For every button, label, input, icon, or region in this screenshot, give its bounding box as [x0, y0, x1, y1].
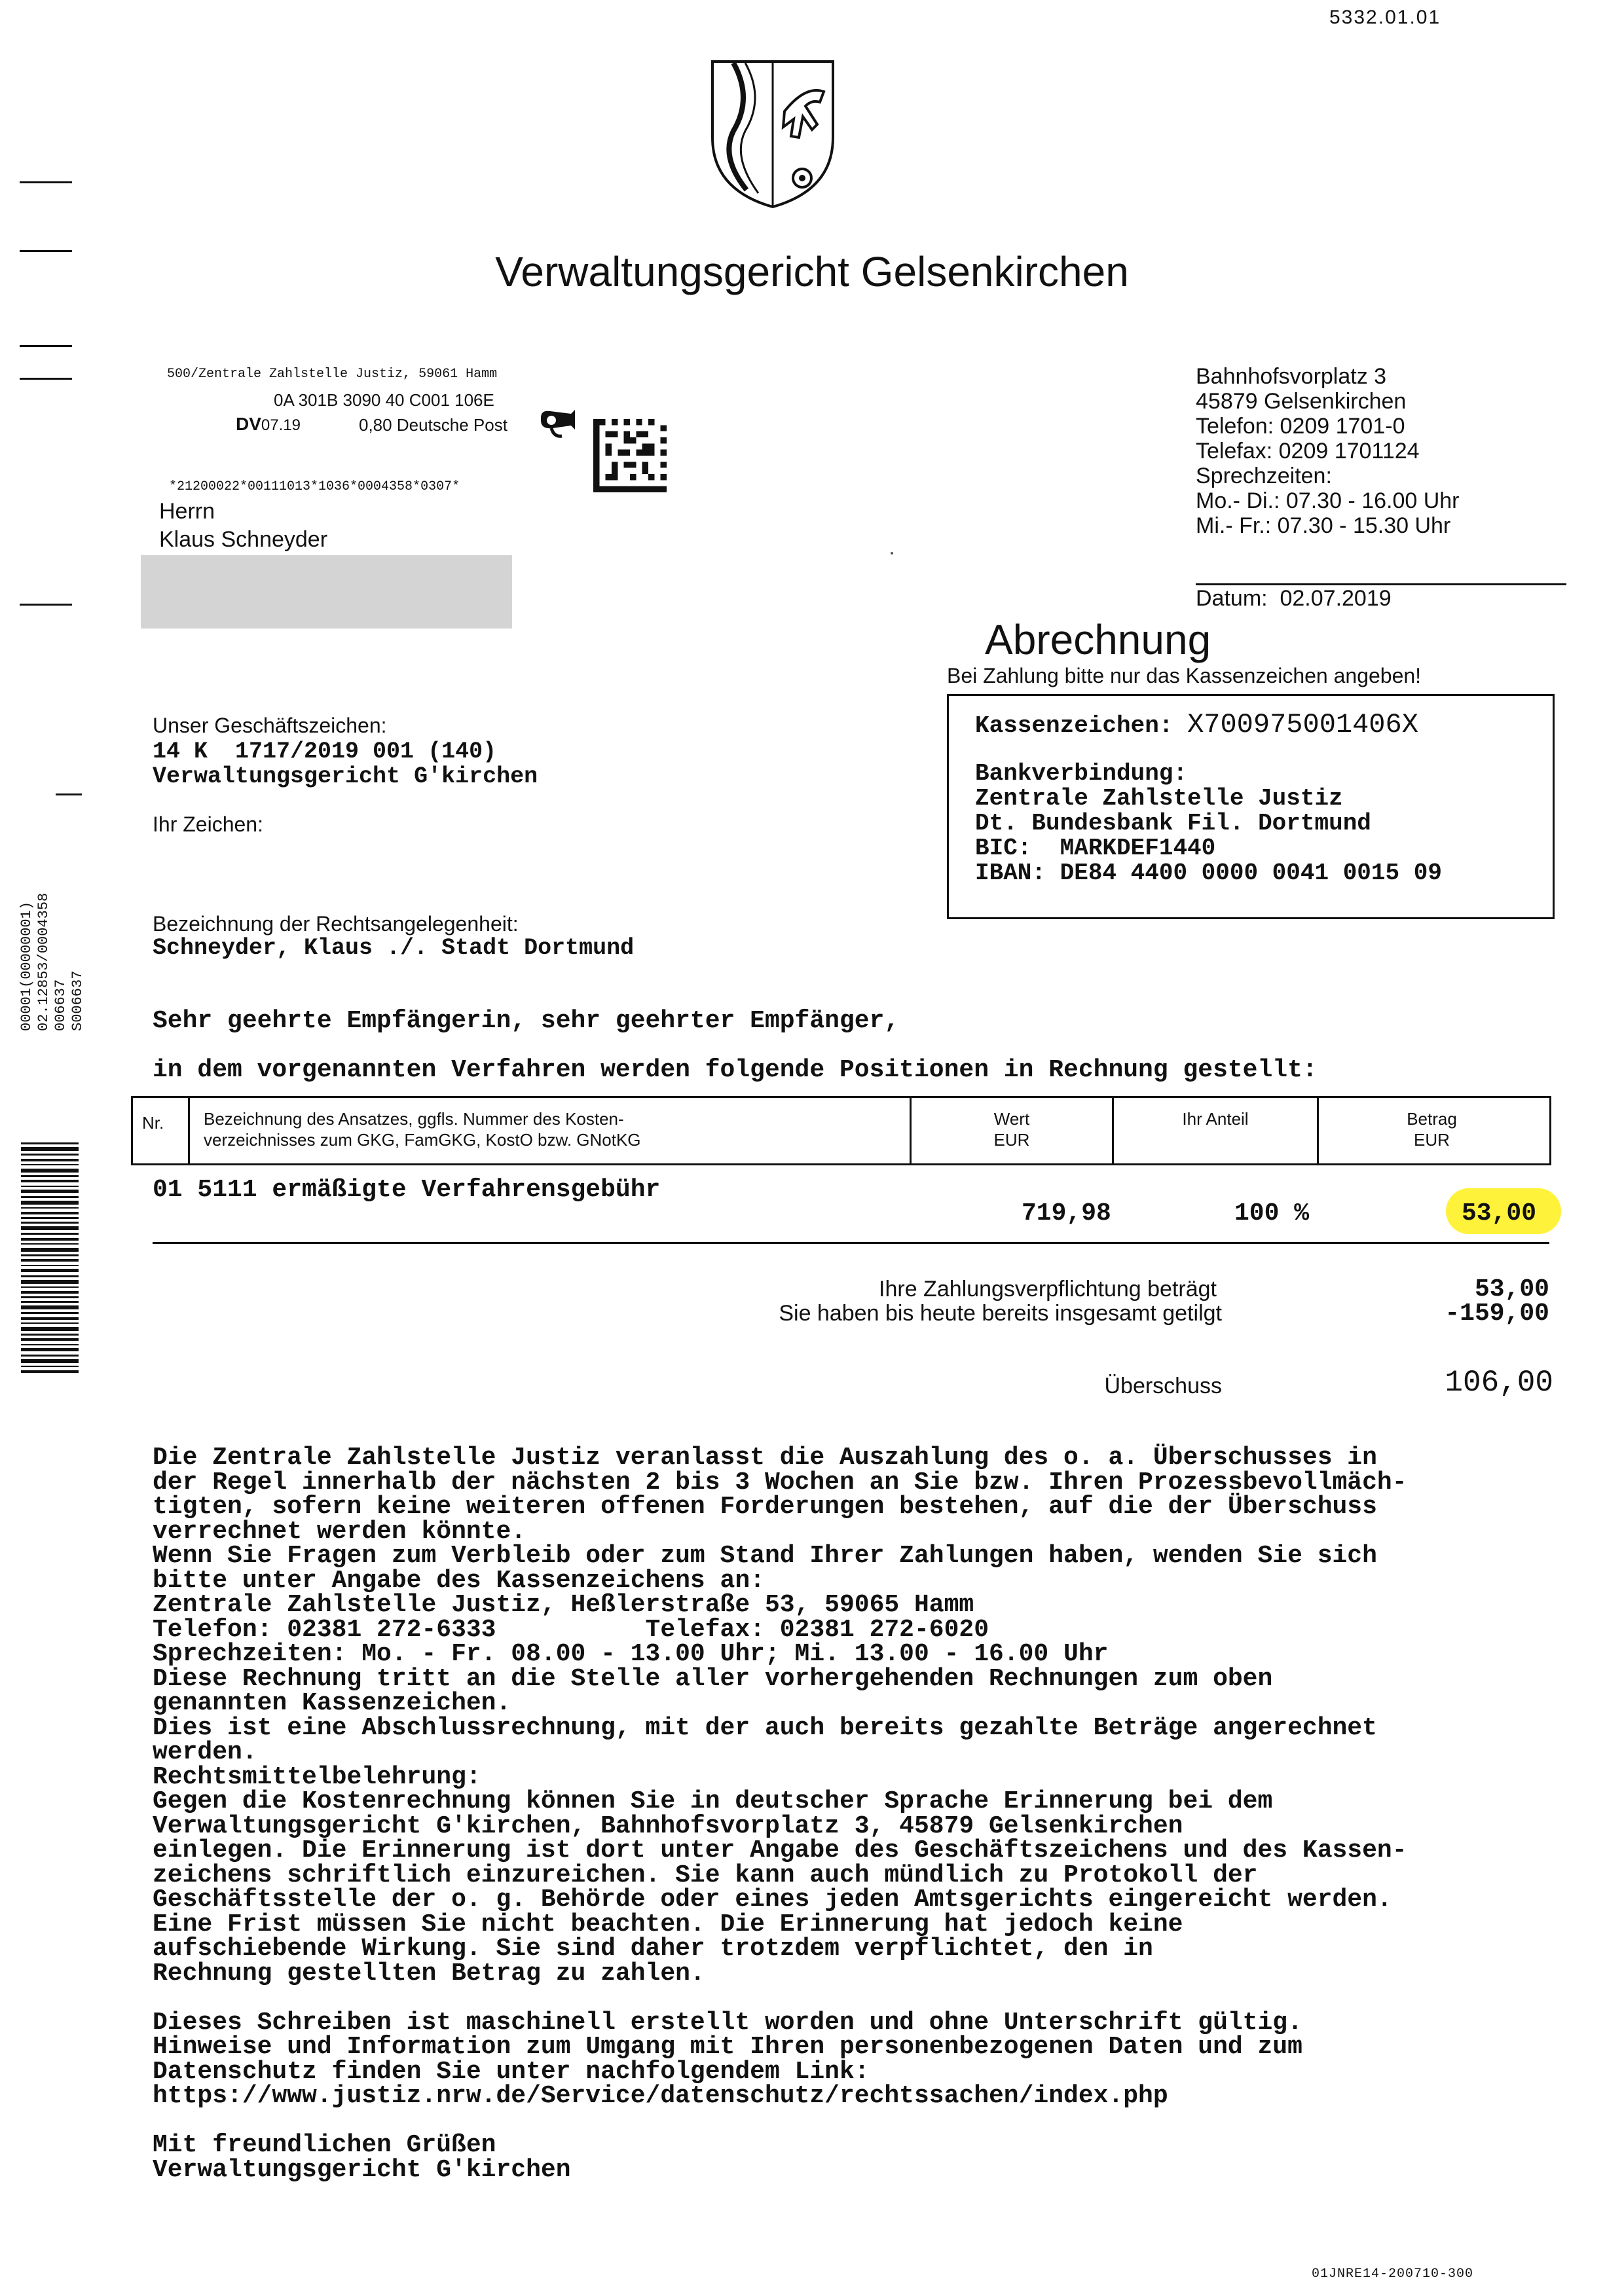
body-line: Diese Rechnung tritt an die Stelle aller vorhergehenden Rechnungen zum oben — [153, 1664, 1273, 1693]
barcode-bar — [21, 1159, 79, 1161]
body-line — [153, 1986, 1407, 2011]
barcode-bar — [21, 1142, 79, 1144]
matter-value: Schneyder, Klaus ./. Stadt Dortmund — [153, 935, 635, 961]
court-street: Bahnhofsvorplatz 3 — [1196, 364, 1387, 389]
body-line: Datenschutz finden Sie unter nachfolgendem Link: — [153, 2057, 870, 2086]
barcode-bar — [21, 1269, 79, 1272]
body-line: werden. — [153, 1738, 257, 1766]
barcode-bar — [21, 1169, 79, 1173]
cost-row-description: 01 5111 ermäßigte Verfahrensgebühr — [153, 1176, 661, 1204]
barcode-bar — [21, 1196, 79, 1198]
col-nr-header: Nr. — [142, 1113, 164, 1133]
side-id-line: 02.12853/0004358 — [35, 892, 52, 1031]
barcode-bar — [21, 1280, 79, 1284]
col-desc-header-line: verzeichnisses zum GKG, FamGKG, KostO bzw. GNotKG — [204, 1130, 641, 1150]
court-phone: Telefon: 0209 1701-0 — [1196, 414, 1405, 439]
barcode-bar — [21, 1226, 79, 1230]
cost-row-value: 719,98 — [1022, 1199, 1111, 1228]
cost-row-amount: 53,00 — [1462, 1199, 1537, 1228]
body-line: Eine Frist müssen Sie nicht beachten. Die Erinnerung hat jedoch keine — [153, 1910, 1183, 1939]
barcode-bar — [21, 1301, 79, 1303]
barcode-bar — [21, 1233, 79, 1235]
side-barcode-icon — [21, 1142, 79, 1375]
payment-note: Bei Zahlung bitte nur das Kassenzeichen angeben! — [947, 664, 1422, 687]
bank-bic: BIC: MARKDEF1440 — [975, 835, 1216, 862]
body-line: Gegen die Kostenrechnung können Sie in deutscher Sprache Erinnerung bei dem — [153, 1787, 1273, 1815]
letter-date: Datum: 02.07.2019 — [1196, 586, 1392, 611]
barcode-bar — [21, 1275, 79, 1277]
body-line: Hinweise und Information zum Umgang mit Ihren personenbezogenen Daten und zum — [153, 2033, 1302, 2061]
bank-details-box — [947, 694, 1555, 919]
col-amount-header-line: EUR — [1414, 1130, 1450, 1150]
col-amount-header-line: Betrag — [1407, 1109, 1457, 1129]
body-line — [153, 2109, 1407, 2134]
court-city: 45879 Gelsenkirchen — [1196, 389, 1407, 414]
surplus-value: 106,00 — [1445, 1366, 1553, 1400]
body-line: https://www.justiz.nrw.de/Service/datenschutz/rechtssachen/index.php — [153, 2082, 1168, 2110]
body-line: Rechnung gestellten Betrag zu zahlen. — [153, 1959, 705, 1988]
bank-branch: Dt. Bundesbank Fil. Dortmund — [975, 810, 1371, 837]
barcode-bar — [21, 1207, 79, 1209]
barcode-bar — [21, 1334, 79, 1336]
letter-greeting: Sehr geehrte Empfängerin, sehr geehrter Empfänger, — [153, 1007, 900, 1035]
col-desc-header-line: Bezeichnung des Ansatzes, ggfls. Nummer des Kosten- — [204, 1109, 624, 1129]
col-amount-header — [1319, 1108, 1545, 1174]
barcode-bar — [21, 1291, 79, 1294]
side-id-line: 00001(00000001) — [18, 901, 35, 1031]
fold-mark — [20, 181, 72, 183]
court-hours-2: Mi.- Fr.: 07.30 - 15.30 Uhr — [1196, 513, 1451, 538]
barcode-bar — [21, 1259, 79, 1262]
barcode-bar — [21, 1317, 79, 1320]
bank-name: Zentrale Zahlstelle Justiz — [975, 785, 1343, 812]
datamatrix-code-icon — [593, 419, 667, 492]
barcode-bar — [21, 1222, 79, 1224]
barcode-bar — [21, 1327, 79, 1331]
body-line: Rechtsmittelbelehrung: — [153, 1762, 481, 1791]
our-reference-number: 14 K 1717/2019 001 (140) — [153, 738, 497, 765]
paid-value: -159,00 — [1445, 1300, 1549, 1328]
body-line: Mit freundlichen Grüßen — [153, 2131, 496, 2159]
barcode-bar — [21, 1370, 79, 1373]
barcode-bar — [21, 1265, 79, 1266]
posthorn-icon — [538, 407, 578, 440]
body-line: Wenn Sie Fragen zum Verbleib oder zum Stand Ihrer Zahlungen haben, wenden Sie sich — [153, 1542, 1377, 1570]
court-hours-label: Sprechzeiten: — [1196, 464, 1332, 488]
barcode-bar — [21, 1305, 79, 1309]
table-rule — [153, 1242, 1549, 1244]
body-line: genannten Kassenzeichen. — [153, 1689, 511, 1717]
letter-body — [153, 1446, 1407, 2182]
barcode-bar — [21, 1248, 79, 1252]
barcode-bar — [21, 1348, 79, 1351]
barcode-bar — [21, 1190, 79, 1193]
postage-code: 0A 301B 3090 40 C001 106E — [274, 390, 494, 410]
body-line: Dies ist eine Abschlussrechnung, mit der auch bereits gezahlte Beträge angerechnet — [153, 1713, 1377, 1742]
letter-intro: in dem vorgenannten Verfahren werden folgende Positionen in Rechnung gestellt: — [153, 1056, 1318, 1084]
scan-dot — [891, 552, 893, 555]
col-value-header — [912, 1108, 1112, 1174]
barcode-bar — [21, 1164, 79, 1165]
barcode-bar — [21, 1201, 79, 1205]
col-value-header-line: EUR — [993, 1130, 1030, 1150]
fold-mark — [20, 345, 72, 347]
fold-mark — [20, 250, 72, 252]
body-line: aufschiebende Wirkung. Sie sind daher trotzdem verpflichtet, den in — [153, 1935, 1153, 1963]
date-rule — [1196, 583, 1566, 585]
recipient-name: Klaus Schneyder — [159, 527, 328, 552]
barcode-bar — [21, 1344, 79, 1345]
kassenzeichen-label: Kassenzeichen: — [975, 712, 1173, 739]
body-line: der Regel innerhalb der nächsten 2 bis 3 Wochen an Sie bzw. Ihren Prozessbevollmäch- — [153, 1468, 1407, 1497]
court-fax: Telefax: 0209 1701124 — [1196, 439, 1420, 464]
barcode-bar — [21, 1322, 79, 1324]
body-line: zeichens schriftlich einzureichen. Sie kann auch mündlich zu Protokoll der — [153, 1861, 1258, 1889]
body-line: Telefon: 02381 272-6333 Telefax: 02381 272-6020 — [153, 1615, 989, 1644]
barcode-bar — [21, 1296, 79, 1298]
side-id-block — [18, 892, 86, 1031]
barcode-bar — [21, 1186, 79, 1187]
document-number: 5332.01.01 — [1329, 7, 1441, 28]
body-line: einlegen. Die Erinnerung ist dort unter Angabe des Geschäftszeichens und des Kassen- — [153, 1836, 1407, 1865]
due-value: 53,00 — [1474, 1275, 1549, 1303]
barcode-bar — [21, 1180, 79, 1182]
cost-table-header — [131, 1096, 1551, 1165]
court-hours-1: Mo.- Di.: 07.30 - 16.00 Uhr — [1196, 488, 1460, 513]
postage-barcode-text: *21200022*00111013*1036*0004358*0307* — [169, 479, 460, 494]
recipient-salutation: Herrn — [159, 499, 215, 524]
your-reference-label: Ihr Zeichen: — [153, 812, 263, 836]
barcode-bar — [21, 1286, 79, 1288]
fold-mark — [20, 378, 72, 380]
col-share-header: Ihr Anteil — [1182, 1109, 1249, 1129]
barcode-bar — [21, 1175, 79, 1177]
punch-mark — [56, 793, 82, 795]
body-line: verrechnet werden könnte. — [153, 1517, 526, 1546]
postage-dv-date: 07.19 — [261, 416, 301, 434]
postage-dv-label — [236, 414, 301, 435]
body-line: bitte unter Angabe des Kassenzeichens an: — [153, 1566, 765, 1595]
surplus-label: Überschuss — [1104, 1374, 1222, 1398]
body-line: Verwaltungsgericht G'kirchen, Bahnhofsvorplatz 3, 45879 Gelsenkirchen — [153, 1812, 1183, 1840]
return-address: 500/Zentrale Zahlstelle Justiz, 59061 Hamm — [167, 367, 498, 382]
col-desc-header — [204, 1108, 641, 1174]
barcode-bar — [21, 1312, 79, 1314]
col-value-header-line: Wert — [993, 1109, 1030, 1129]
footer-code: 01JNRE14-200710-300 — [1312, 2267, 1474, 2282]
body-line: Sprechzeiten: Mo. - Fr. 08.00 - 13.00 Uhr; Mi. 13.00 - 16.00 Uhr — [153, 1640, 1109, 1668]
barcode-bar — [21, 1366, 79, 1367]
bank-iban: IBAN: DE84 4400 0000 0041 0015 09 — [975, 860, 1442, 886]
barcode-bar — [21, 1238, 79, 1241]
matter-label: Bezeichnung der Rechtsangelegenheit: — [153, 912, 519, 936]
body-line: Dieses Schreiben ist maschinell erstellt worden und ohne Unterschrift gültig. — [153, 2008, 1302, 2037]
postage-price: 0,80 Deutsche Post — [359, 415, 507, 435]
body-line: Die Zentrale Zahlstelle Justiz veranlasst die Auszahlung des o. a. Überschusses in — [153, 1444, 1377, 1472]
body-line: tigten, sofern keine weiteren offenen Forderungen bestehen, auf die der Überschuss — [153, 1493, 1377, 1521]
col-divider — [188, 1098, 190, 1163]
bank-label: Bankverbindung: — [975, 760, 1188, 787]
billing-title: Abrechnung — [985, 616, 1211, 663]
body-line: Zentrale Zahlstelle Justiz, Heßlerstraße 53, 59065 Hamm — [153, 1591, 974, 1619]
body-line: Verwaltungsgericht G'kirchen — [153, 2155, 571, 2184]
barcode-bar — [21, 1217, 79, 1219]
redacted-address-block — [141, 555, 512, 629]
our-reference-court: Verwaltungsgericht G'kirchen — [153, 763, 538, 790]
due-label: Ihre Zahlungsverpflichtung beträgt — [879, 1277, 1217, 1302]
barcode-bar — [21, 1355, 79, 1357]
fold-mark — [20, 604, 72, 606]
side-id-line: 006637 S006637 — [52, 970, 86, 1031]
postage-dv-text: DV — [236, 414, 261, 434]
barcode-bar — [21, 1154, 79, 1156]
coat-of-arms-icon — [707, 59, 838, 210]
paid-label: Sie haben bis heute bereits insgesamt getilgt — [779, 1301, 1222, 1326]
barcode-bar — [21, 1254, 79, 1256]
kassenzeichen-value: X700975001406X — [1187, 709, 1418, 740]
body-line: Geschäftsstelle der o. g. Behörde oder eines jeden Amtsgerichts eingereicht werden. — [153, 1886, 1392, 1914]
our-reference-label: Unser Geschäftszeichen: — [153, 714, 387, 737]
court-title: Verwaltungsgericht Gelsenkirchen — [495, 248, 1129, 295]
barcode-bar — [21, 1212, 79, 1214]
cost-row-share: 100 % — [1234, 1199, 1310, 1228]
barcode-bar — [21, 1359, 79, 1363]
kassenzeichen-row — [975, 709, 1418, 740]
barcode-bar — [21, 1147, 79, 1151]
barcode-bar — [21, 1243, 79, 1245]
barcode-bar — [21, 1338, 79, 1341]
